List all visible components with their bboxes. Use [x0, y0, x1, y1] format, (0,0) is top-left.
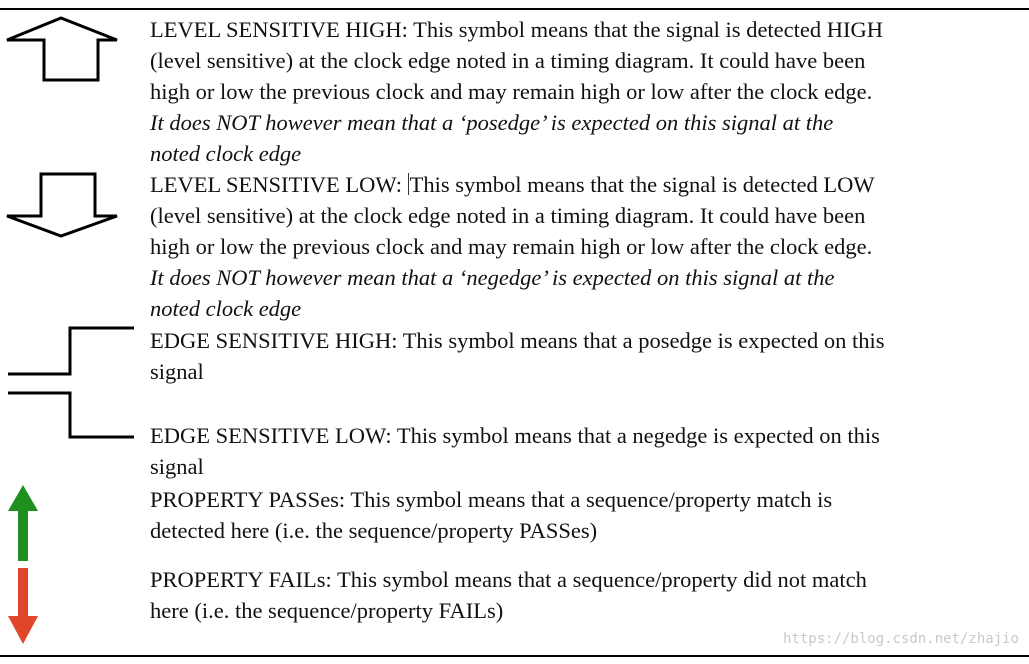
entry-title: PROPERTY FAILs:	[150, 567, 332, 592]
entry-title: LEVEL SENSITIVE LOW:	[150, 172, 403, 197]
entry-text: This symbol means that a sequence/property did not match	[337, 567, 867, 592]
level-sensitive-low-description	[150, 169, 1029, 324]
edge-sensitive-high-description	[150, 325, 1029, 387]
entry-note: noted clock edge	[150, 141, 302, 166]
property-pass-description	[150, 484, 1029, 546]
entry-text: (level sensitive) at the clock edge noted in a timing diagram. It could have been	[150, 203, 866, 228]
level-sensitive-high-symbol	[4, 16, 120, 84]
property-fail-description	[150, 564, 1029, 626]
entry-title: EDGE SENSITIVE LOW:	[150, 423, 392, 448]
entry-note: It does NOT however mean that a ‘posedge’ is expected on this signal at the	[150, 110, 834, 135]
entry-text: high or low the previous clock and may remain high or low after the clock edge.	[150, 234, 873, 259]
property-fail-arrow	[6, 566, 40, 646]
entry-text: detected here (i.e. the sequence/property PASSes)	[150, 518, 598, 543]
entry-text: signal	[150, 359, 204, 384]
edge-sensitive-high-symbol	[8, 326, 136, 378]
edge-sensitive-low-symbol	[8, 391, 136, 441]
level-sensitive-low-symbol	[4, 172, 120, 240]
entry-title: PROPERTY PASSes:	[150, 487, 346, 512]
entry-text: high or low the previous clock and may remain high or low after the clock edge.	[150, 79, 873, 104]
property-pass-arrow	[6, 483, 40, 563]
entry-title: EDGE SENSITIVE HIGH:	[150, 328, 398, 353]
entry-title: LEVEL SENSITIVE HIGH:	[150, 17, 408, 42]
entry-text: This symbol means that a posedge is expected on this	[402, 328, 885, 353]
entry-text: This symbol means that the signal is detected HIGH	[413, 17, 884, 42]
entry-text: signal	[150, 454, 204, 479]
entry-note: noted clock edge	[150, 296, 302, 321]
top-rule	[0, 8, 1029, 10]
entry-text: (level sensitive) at the clock edge noted in a timing diagram. It could have been	[150, 48, 866, 73]
bottom-rule	[0, 655, 1029, 657]
entry-text: This symbol means that a negedge is expected on this	[396, 423, 880, 448]
entry-text: This symbol means that a sequence/property match is	[350, 487, 833, 512]
text-cursor	[408, 173, 409, 195]
entry-note: It does NOT however mean that a ‘negedge’ is expected on this signal at the	[150, 265, 835, 290]
entry-text: here (i.e. the sequence/property FAILs)	[150, 598, 504, 623]
level-sensitive-high-description	[150, 14, 1029, 169]
entry-text: This symbol means that the signal is detected LOW	[409, 172, 875, 197]
edge-sensitive-low-description	[150, 420, 1029, 482]
watermark: https://blog.csdn.net/zhajio	[782, 631, 1019, 647]
